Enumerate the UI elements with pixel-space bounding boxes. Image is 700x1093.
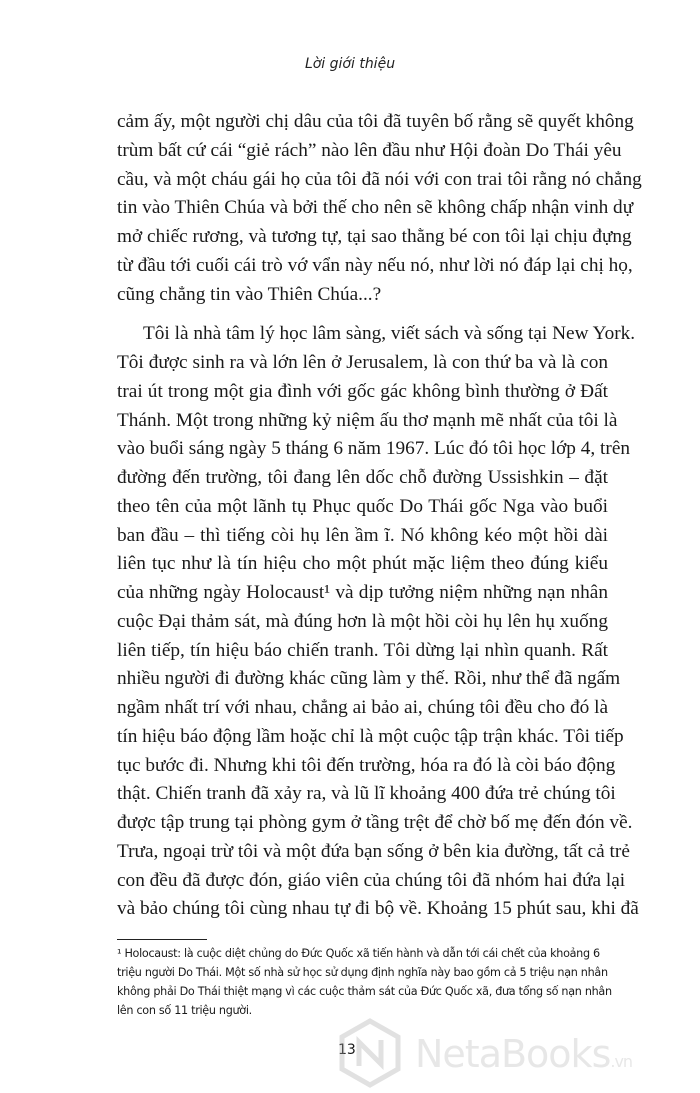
running-header: Lời giới thiệu [304,56,396,72]
text-line: từ đầu tới cuối cái trò vớ vẩn này nếu nó, như lời nó đáp lại chị họ, [117,254,633,276]
text-line: cầu, và một cháu gái họ của tôi đã nói với con trai tôi rằng nó chẳng [117,168,642,190]
footnote-line: không phải Do Thái thiệt mạng vì các cuộc thảm sát của Đức Quốc xã, đưa tổng số nạn nhân [117,985,612,998]
text-line: của những ngày Holocaust¹ và dịp tưởng niệm những nạn nhân [117,582,608,603]
text-line: mở chiếc rương, và tương tự, tại sao thằng bé con tôi lại chịu đựng [117,226,632,247]
paragraph [117,320,639,924]
footnote-line: lên con số 11 triệu người. [117,1004,252,1017]
text-line: và bảo chúng tôi cùng nhau tự đi bộ về. Khoảng 15 phút sau, khi đã [117,898,639,920]
text-line: Trưa, ngoại trừ tôi và một đứa bạn sống ở bên kia đường, tất cả trẻ [117,840,630,862]
text-line: vào buổi sáng ngày 5 tháng 6 năm 1967. Lúc đó tôi học lớp 4, trên [117,438,631,460]
text-line: ngầm nhất trí với nhau, chẳng ai bảo ai, chúng tôi đều cho đó là [117,697,609,718]
text-line: Tôi được sinh ra và lớn lên ở Jerusalem, là con thứ ba và là con [117,352,608,373]
text-line: tin vào Thiên Chúa và bởi thế cho nên sẽ không chấp nhận vinh dự [117,197,634,219]
text-line: nhiều người đi đường khác cũng làm y thế. Rồi, như thể đã ngấm [117,668,621,690]
text-line: theo tên của một lãnh tụ Phục quốc Do Thái gốc Nga vào buổi [117,495,608,517]
paragraph [117,108,642,309]
page-number: 13 [338,1042,356,1058]
text-line: cảm ấy, một người chị dâu của tôi đã tuyên bố rằng sẽ quyết không [117,111,634,132]
text-line: Tôi là nhà tâm lý học lâm sàng, viết sách và sống tại New York. [143,323,636,345]
text-line: được tập trung tại phòng gym ở tầng trệt để chờ bố mẹ đến đón về. [117,812,633,833]
text-line: tín hiệu báo động lầm hoặc chỉ là một cuộc tập trận khác. Tôi tiếp [117,725,624,747]
text-line: liên tục như là tín hiệu cho một phút mặc liệm theo đúng kiểu [117,553,608,575]
text-line: cuộc Đại thảm sát, mà đúng hơn là một hồi còi hụ lên hụ xuống [117,610,608,632]
text-line: trùm bất cứ cái “giẻ rách” nào lên đầu như Hội đoàn Do Thái yêu [117,139,622,161]
text-line: đường đến trường, tôi đang lên dốc chỗ đường Ussishkin – đặt [117,467,608,488]
footnote [117,944,612,1020]
text-line: Thánh. Một trong những kỷ niệm ấu thơ mạnh mẽ nhất của tôi là [117,409,618,431]
watermark-text: NetaBooks.vn [415,1032,633,1076]
netabooks-logo-icon [335,1018,405,1088]
body-text [117,108,642,924]
text-line: cũng chẳng tin vào Thiên Chúa...? [117,283,382,305]
text-line: ban đầu – thì tiếng còi hụ lên ầm ĩ. Nó không kéo một hồi dài [117,524,608,546]
text-line: liên tiếp, tín hiệu báo chiến tranh. Tôi dừng lại nhìn quanh. Rất [117,639,608,661]
text-line: tục bước đi. Nhưng khi tôi đến trường, hóa ra đó là còi báo động [117,754,616,776]
footnote-line: ¹ Holocaust: là cuộc diệt chủng do Đức Quốc xã tiến hành và dẫn tới cái chết của khoảng 6 [117,947,600,960]
text-line: trai út trong một gia đình với gốc gác không bình thường ở Đất [117,380,608,402]
footnote-line: triệu người Do Thái. Một số nhà sử học sử dụng định nghĩa này bao gồm cả 5 triệu nạn nhân [117,966,608,979]
text-line: thật. Chiến tranh đã xảy ra, và lũ lĩ khoảng 400 đứa trẻ chúng tôi [117,783,616,805]
footnote-divider [117,939,207,940]
text-line: con đều đã được đón, giáo viên của chúng tôi đã nhóm hai đứa lại [117,869,626,891]
watermark-logo [335,1018,700,1088]
